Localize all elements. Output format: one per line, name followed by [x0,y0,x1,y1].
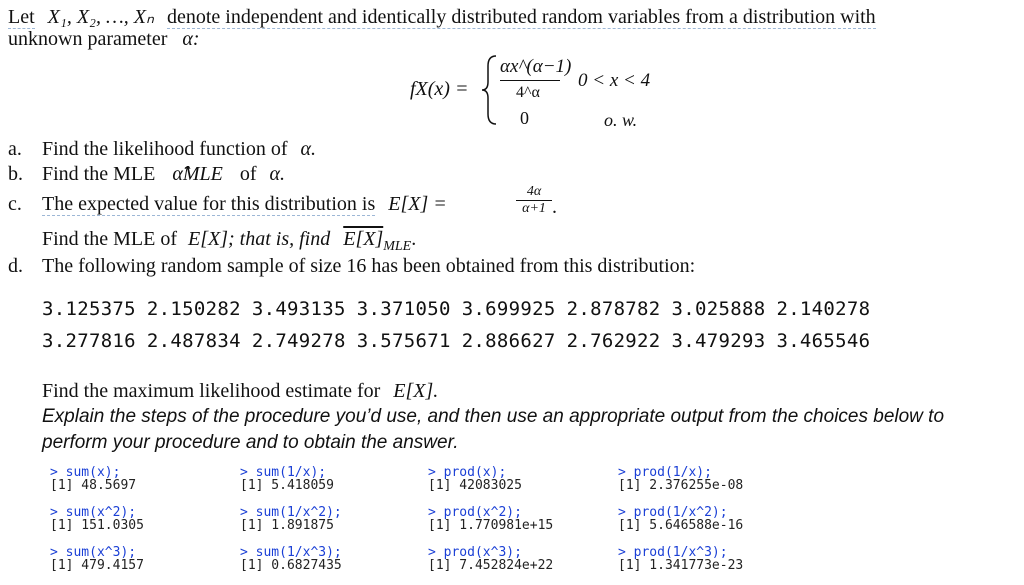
sample-value: 2.878782 [566,298,661,320]
r-output-block [50,506,240,532]
part-b-label: b. [8,163,23,185]
r-command: > prod(x); [428,465,507,480]
part-c2-sub: MLE [383,239,412,254]
part-c2-hat: E[X] [343,228,384,250]
sample-value: 3.465546 [776,330,871,352]
r-result: [1] 479.4157 [50,558,144,573]
sample-value: 3.575671 [356,330,451,352]
r-result: [1] 1.891875 [240,518,334,533]
sample-row-1 [42,298,881,320]
part-d-label: d. [8,255,23,277]
r-command: > prod(1/x^3); [618,545,728,560]
r-output-block [50,466,240,492]
r-output-block [240,466,430,492]
r-output-block [618,546,808,572]
brace-icon [480,50,500,130]
r-output-block [618,466,808,492]
intro-line-2 [8,28,200,51]
r-result: [1] 5.418059 [240,478,334,493]
part-c-den: α+1 [522,201,546,216]
part-c-after: . [552,196,557,218]
part-a-text-wrap [42,138,316,161]
r-command: > prod(x^2); [428,505,522,520]
part-a [8,138,317,161]
r-output-block [428,506,618,532]
pdf-fraction-bar [500,80,560,81]
question-expr: E[X]. [393,380,439,402]
part-a-label: a. [8,138,22,160]
part-c2-text: Find the MLE of [42,228,177,250]
part-c-num: 4α [526,184,542,199]
part-c-fraction [516,184,552,217]
sample-value: 2.886627 [461,330,556,352]
intro-param: α: [182,28,200,50]
pdf-case1-num: αx^(α−1) [500,56,572,77]
part-c-text: The expected value for this distribution is [42,193,376,215]
r-output-block [240,546,430,572]
sample-value: 3.277816 [42,330,136,352]
sample-value: 3.479293 [671,330,766,352]
r-command: > prod(1/x); [618,465,712,480]
r-command: > sum(1/x^3); [240,545,342,560]
r-command: > prod(1/x^2); [618,505,728,520]
part-b-text-wrap [42,163,285,186]
r-output-grid [50,466,1010,581]
pdf-case1-den: 4^α [516,84,540,101]
r-result: [1] 7.452824e+22 [428,558,554,573]
intro-text: denote independent and identically distributed random variables from a distribution with [166,6,876,28]
part-c2-expr: E[X]; that is, find [188,228,331,250]
part-b-sym: α̂MLE [172,163,223,185]
part-b-tail: of [239,163,257,185]
pdf-lhs: fX(x) = [410,78,469,100]
r-output-block [428,546,618,572]
question-text: Find the maximum likelihood estimate for [42,380,381,402]
r-result: [1] 42083025 [428,478,522,493]
intro-prefix: Let [8,6,35,28]
part-d-text: The following random sample of size 16 has been obtained from this distribution: [42,255,696,277]
sample-value: 3.493135 [251,298,346,320]
sample-value: 2.749278 [251,330,346,352]
part-a-sym: α. [300,138,317,160]
part-c [8,193,447,216]
r-command: > sum(1/x); [240,465,327,480]
intro-vars: X₁, X₂, …, Xₙ [47,6,154,28]
r-result: [1] 1.341773e-23 [618,558,744,573]
question-line-1 [42,380,438,403]
sample-row-2 [42,330,881,352]
part-c-label: c. [8,193,22,215]
sample-value: 3.025888 [671,298,766,320]
r-output-block [50,546,240,572]
intro-line-1 [8,4,876,29]
pdf-case2-val: 0 [520,108,529,128]
r-result: [1] 0.6827435 [240,558,342,573]
part-c2-end: . [411,228,417,250]
r-result: [1] 48.5697 [50,478,137,493]
r-command: > prod(x^3); [428,545,522,560]
part-a-text: Find the likelihood function of [42,138,288,160]
sample-value: 3.371050 [356,298,451,320]
explain-line-2: perform your procedure and to obtain the answer. [42,432,459,453]
r-command: > sum(1/x^2); [240,505,342,520]
sample-value: 2.140278 [776,298,871,320]
r-output-block [428,466,618,492]
intro-line2-text: unknown parameter [8,28,168,50]
r-output-block [240,506,430,532]
part-b [8,163,286,186]
part-c2 [42,228,416,255]
r-result: [1] 151.0305 [50,518,144,533]
part-c-text-wrap [42,193,447,216]
r-command: > sum(x^3); [50,545,137,560]
sample-value: 2.150282 [146,298,241,320]
r-result: [1] 2.376255e-08 [618,478,744,493]
part-b-sym2: α. [269,163,286,185]
pdf-definition [410,50,710,130]
explain-line-1: Explain the steps of the procedure you’d use, and then use an appropriate output from the choices below to [42,406,945,427]
pdf-case2-cond: o. w. [604,110,638,130]
r-result: [1] 1.770981e+15 [428,518,554,533]
sample-value: 3.699925 [461,298,556,320]
r-command: > sum(x); [50,465,121,480]
sample-value: 2.487834 [146,330,241,352]
part-d [8,255,696,278]
r-command: > sum(x^2); [50,505,137,520]
part-c-lhs: E[X] = [388,193,447,215]
r-result: [1] 5.646588e-16 [618,518,744,533]
sample-value: 3.125375 [42,298,136,320]
sample-value: 2.762922 [566,330,661,352]
r-output-block [618,506,808,532]
part-b-text: Find the MLE [42,163,156,185]
pdf-case1-cond: 0 < x < 4 [578,70,651,91]
